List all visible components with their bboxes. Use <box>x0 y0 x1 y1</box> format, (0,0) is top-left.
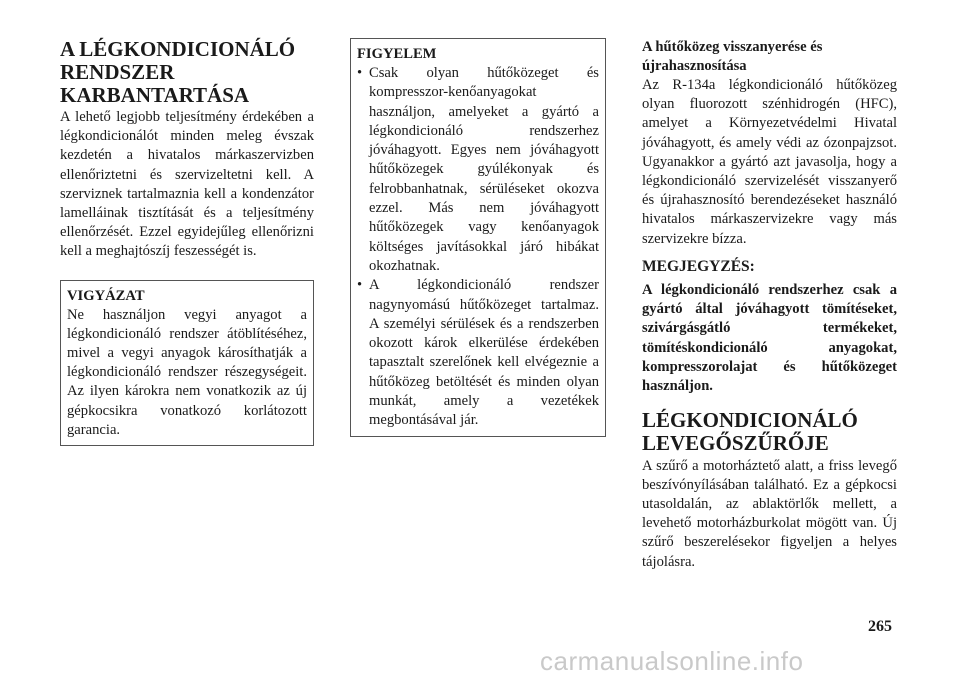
warning-box <box>350 38 606 437</box>
heading-line: LEVEGŐSZŰRŐJE <box>642 430 829 455</box>
warning-item <box>357 64 599 276</box>
heading-line: LÉGKONDICIONÁLÓ <box>642 407 858 432</box>
note-text: A légkondicionáló rendszerhez csak a gyártó által jóváhagyott tömítéseket, szivárgásgátló termékeket, tömítéskondicionáló anyagokat, kompresszorolajat és hűtőközeget használjon. <box>642 281 897 395</box>
caution-text: Ne használjon vegyi anyagot a légkondicionáló rendszer átöblítéséhez, mivel a vegyi anyagok károsíthatják a légkondicionáló rendszer részegységeit. Az ilyen károkra nem vonatkozik az új gépkocsikra vonatkozó korlátozott garancia. <box>67 306 307 438</box>
note-title: MEGJEGYZÉS: <box>642 257 755 275</box>
heading-line: RENDSZER <box>60 60 175 84</box>
section-heading-air-filter <box>642 409 897 455</box>
warning-list <box>357 64 599 431</box>
heading-line: A hűtőközeg visszanyerése és <box>642 39 823 55</box>
warning-title: FIGYELEM <box>357 46 437 62</box>
column-left <box>60 38 314 446</box>
bullet-icon: • <box>357 65 363 81</box>
column-right <box>642 38 897 572</box>
warning-item-text: Csak olyan hűtőközeget és kompresszor-kenőanyagokat használjon, amelyeket a gyártó a légkondicionáló rendszerhez jóváhagyott. Egyes nem jóváhagyott hűtőközegek gyúlékonyak és felrobbanhatnak, sérüléseket okozva ezzel. Más nem jóváhagyott hűtőközegek vagy kenőanyagok költséges javításokkal járó hibákat okozhatnak. <box>369 65 599 274</box>
warning-item <box>357 276 599 430</box>
caution-box <box>60 280 314 446</box>
bullet-icon: • <box>357 277 363 294</box>
recovery-paragraph: Az R-134a légkondicionáló hűtőközeg olyan fluorozott szénhidrogén (HFC), amelyet a Környezetvédelmi Hivatal jóváhagyott, és amely védi az ózonpajzsot. Ugyanakkor a gyártó azt javasolja, hogy a légkondicionáló szervizelését visszanyerő és újrahasznosító berendezéseket használó hivatalos márkaszervizekre vagy más szervizekre bízza. <box>642 77 897 247</box>
maintenance-paragraph: A lehető legjobb teljesítmény érdekében a légkondicionálót minden meleg évszak kezdetén a hivatalos márkaszervizben ellenőriztetni és szervizeltetni kell. A szerviznek tartalmaznia kell a kondenzátor lamelláinak tisztítását és a teljesítmény ellenőrzését. Ezzel egyidejűleg ellenőrizni kell a meghajtószíj feszességét is. <box>60 109 314 260</box>
heading-line: újrahasznosítása <box>642 58 747 74</box>
section-heading-maintenance <box>60 38 314 107</box>
subsection-heading-recovery <box>642 38 897 76</box>
page-number: 265 <box>868 618 892 635</box>
heading-line: KARBANTARTÁSA <box>60 83 250 107</box>
watermark-text: carmanualsonline.info <box>540 646 804 676</box>
caution-title: VIGYÁZAT <box>67 287 145 304</box>
air-filter-paragraph: A szűrő a motorháztető alatt, a friss levegő beszívónyílásában található. Ez a gépkocsi utasoldalán, az ablaktörlők mellett, a levehető motorházburkolat mögött van. Új szűrő beszerelésekor figyeljen a helyes tájolásra. <box>642 457 897 570</box>
heading-line: A LÉGKONDICIONÁLÓ <box>60 37 296 61</box>
column-middle <box>350 38 606 437</box>
warning-item-text: A légkondicionáló rendszer nagynyomású hűtőközeget tartalmaz. A személyi sérülések és a rendszerben okozott károk elkerülése érdekében tapasztalt szerelőnek kell elvégeznie a hűtőközeg betöltését és minden olyan munkát, amely a vezetékek megbontásával jár. <box>369 277 599 429</box>
